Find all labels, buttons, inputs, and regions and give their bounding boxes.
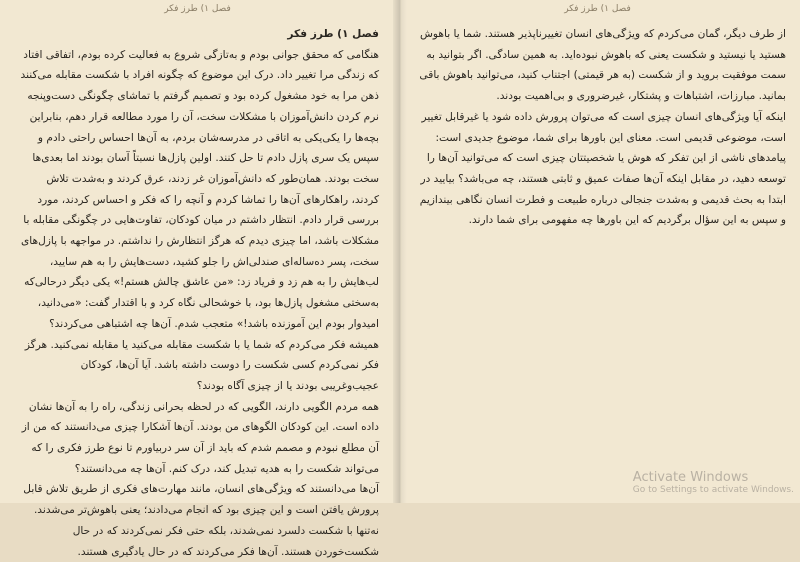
- page-text: [20, 24, 379, 562]
- paragraph: هنگامی که محقق جوانی بودم و به‌تازگی شروع به فعالیت کرده بودم، اتفاقی افتاد که زندگی مرا تغییر داد. درک این موضوع که چگونه افراد با شکست مقابله می‌کنند ذهن مرا به خود مشغول کرده بود و تصمیم گرفتم با تماشای چگونگی دست‌وپنجه نرم کردن دانش‌آموزان با مشکلات سخت، آن را مورد مطالعه قرار دهم، بنابراین بچه‌ها را یکی‌یکی به اتاقی در مدرسه‌شان بردم، به آن‌ها احساس راحتی دادم و سپس یک سری پازل دادم تا حل کنند. اولین پازل‌ها نسبتاً آسان بودند اما بعدی‌ها سخت بودند. همان‌طور که دانش‌آموزان غر زدند، عرق کردند و به‌شدت تلاش کردند، راهکارهای آن‌ها را تماشا کردم و آنچه را که فکر و احساس کردند، مورد بررسی قرار دادم. انتظار داشتم در میان کودکان، تفاوت‌هایی در چگونگی مقابله با مشکلات باشد، اما چیزی دیدم که هرگز انتظارش را نداشتم. در مواجهه با پازل‌های سخت، پسر ده‌ساله‌ای صندلی‌اش را جلو کشید، دست‌هایش را به هم سایید، لب‌هایش را به هم زد و فریاد زد: «من عاشق چالش هستم!» یکی دیگر درحالی‌که به‌سختی مشغول پازل‌ها بود، با خوشحالی نگاه کرد و با اقتدار گفت: «می‌دانید، امیدوار بودم این آموزنده باشد!» متعجب شدم. آن‌ها چه اشتباهی می‌کردند؟ همیشه فکر می‌کردم که شما یا با شکست مقابله می‌کنید یا مقابله نمی‌کنید. هرگز فکر نمی‌کردم کسی شکست را دوست داشته باشد. آیا آن‌ها، کودکان عجیب‌وغریبی بودند یا از چیزی آگاه بودند؟: [20, 48, 379, 392]
- activate-windows-watermark: [633, 470, 794, 495]
- chapter-title: فصل ۱) طرز فکر: [287, 28, 379, 40]
- left-page[interactable]: [0, 0, 395, 558]
- paragraph: آن‌ها می‌دانستند که ویژگی‌های انسان، مانند مهارت‌های فکری از طریق تلاش قابل پرورش یافتن است و این چیزی بود که انجام می‌دادند؛ یعنی باهوش‌تر می‌شدند. نه‌تنها با شکست دلسرد نمی‌شدند، بلکه حتی فکر نمی‌کردند که در حال شکست‌خوردن هستند. آن‌ها فکر می‌کردند که در حال یادگیری هستند.: [23, 483, 379, 558]
- running-head: فصل ۱) طرز فکر: [164, 4, 231, 14]
- paragraph: از طرف دیگر، گمان می‌کردم که ویژگی‌های انسان تغییرناپذیر هستند. شما یا باهوش هستید یا نیستید و شکست یعنی که باهوش نبوده‌اید. به همین سادگی. اگر بتوانید به سمت موفقیت بروید و از شکست (به هر قیمتی) اجتناب کنید، می‌توانید باهوش باقی بمانید. مبارزات، اشتباهات و پشتکار، غیرضروری و بی‌اهمیت بودند.: [419, 28, 786, 103]
- page-text: [415, 24, 786, 231]
- right-page[interactable]: [395, 0, 800, 503]
- watermark-subtitle: Go to Settings to activate Windows.: [632, 485, 794, 495]
- paragraph: همه مردم الگویی دارند، الگویی که در لحظه بحرانی زندگی، راه را به آن‌ها نشان داده است. این کودکان الگوهای من بودند. آن‌ها آشکارا چیزی می‌دانستند که من از آن مطلع نبودم و مصمم شدم که باید از آن سر دربیاورم تا نوع طرز فکری را که می‌تواند شکست را به هدیه تبدیل کند، درک کنم. آن‌ها چه می‌دانستند؟: [21, 400, 379, 475]
- running-head: فصل ۱) طرز فکر: [564, 4, 631, 14]
- watermark-title: Activate Windows: [632, 470, 749, 485]
- paragraph: اینکه آیا ویژگی‌های انسان چیزی است که می‌توان پرورش داده شود یا غیرقابل تغییر است، موضوعی قدیمی است. معنای این باورها برای شما، موضوع جدیدی است: پیامدهای ناشی از این تفکر که هوش یا شخصیتتان چیزی است که می‌توانید آن‌ها را توسعه دهید، در مقابل اینکه آن‌ها صفات عمیق و ثابتی هستند، چه می‌باشد؟ بیایید در ابتدا به بحث قدیمی و به‌شدت جنجالی درباره طبیعت و فطرت انسان نگاهی بیندازیم و سپس به این سؤال برگردیم که این باورها چه مفهومی برای شما دارند.: [419, 110, 786, 227]
